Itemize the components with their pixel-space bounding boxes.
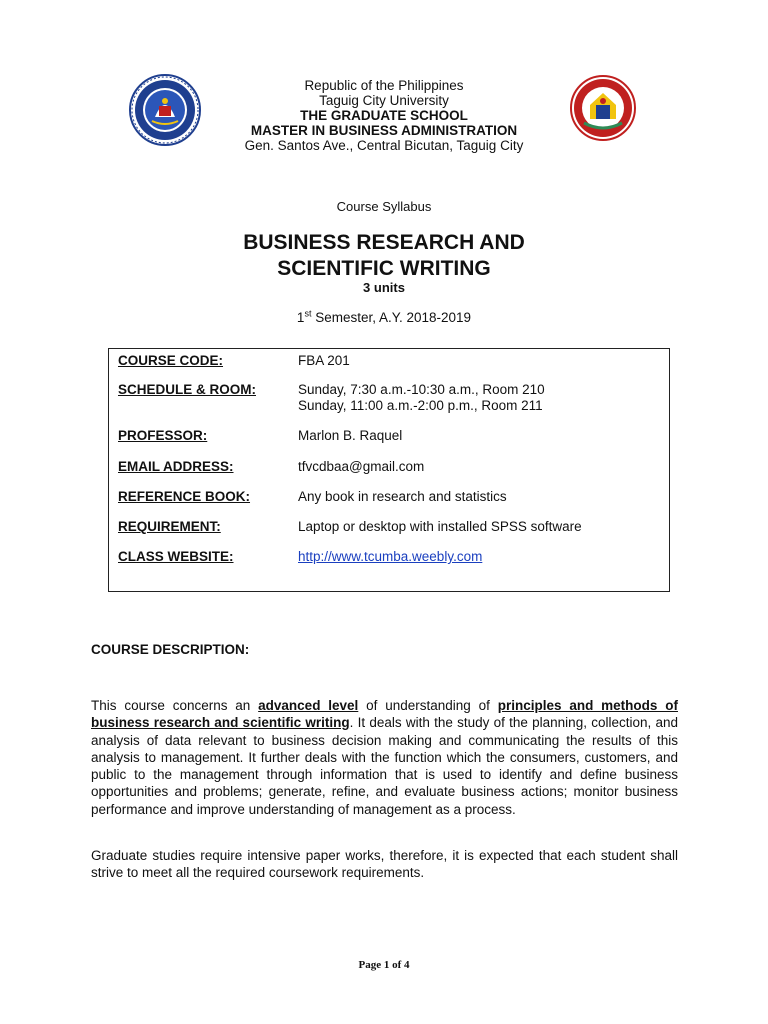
course-description-heading: COURSE DESCRIPTION: xyxy=(91,642,250,657)
schedule-value-1: Sunday, 7:30 a.m.-10:30 a.m., Room 210 xyxy=(298,382,545,397)
course-description-paragraph xyxy=(91,697,678,818)
course-title-line-1: BUSINESS RESEARCH AND xyxy=(243,231,525,254)
header-program: MASTER IN BUSINESS ADMINISTRATION xyxy=(250,123,518,138)
semester-ordinal: st xyxy=(304,308,312,319)
header-graduate-school: THE GRADUATE SCHOOL xyxy=(300,108,468,123)
semester-line xyxy=(0,310,768,325)
requirement-label: REQUIREMENT: xyxy=(118,519,221,534)
desc-text-1: This course concerns an xyxy=(91,698,259,713)
course-title-line-2: SCIENTIFIC WRITING xyxy=(277,257,491,280)
class-website-link[interactable]: http://www.tcumba.weebly.com xyxy=(298,549,483,564)
professor-value: Marlon B. Raquel xyxy=(298,428,403,443)
semester-text: Semester, A.Y. 2018-2019 xyxy=(311,310,472,325)
email-value: tfvcdbaa@gmail.com xyxy=(298,459,425,474)
course-units: 3 units xyxy=(363,280,405,295)
schedule-value-2: Sunday, 11:00 a.m.-2:00 p.m., Room 211 xyxy=(298,398,543,413)
website-label: CLASS WEBSITE: xyxy=(118,549,234,564)
header-university: Taguig City University xyxy=(319,93,449,108)
semester-number: 1 xyxy=(296,310,305,325)
course-code-label: COURSE CODE: xyxy=(118,353,224,368)
professor-label: PROFESSOR: xyxy=(118,428,208,443)
schedule-label: SCHEDULE & ROOM: xyxy=(118,382,256,397)
desc-emphasis-principles: principles and methods of business research and scientific writing xyxy=(91,698,678,731)
requirement-value: Laptop or desktop with installed SPSS software xyxy=(298,519,582,534)
course-title xyxy=(0,230,768,282)
reference-label: REFERENCE BOOK: xyxy=(118,489,251,504)
graduate-studies-paragraph: Graduate studies require intensive paper works, therefore, it is expected that each student shall strive to meet all the required coursework requirements. xyxy=(91,848,678,881)
reference-value: Any book in research and statistics xyxy=(298,489,507,504)
desc-text-3: . It deals with the study of the planning, collection, and analysis of data relevant to business decision making and communicating the results of this analysis to management. It further deals with the function which the consumers, customers, and public to the management through information that is used to identify and define business opportunities and problems; generate, refine, and evaluate business actions; monitor business performance and improve understanding of management as a process. xyxy=(91,715,678,817)
header-address: Gen. Santos Ave., Central Bicutan, Taguig City xyxy=(244,138,524,153)
document-type-label: Course Syllabus xyxy=(336,199,432,214)
email-label: EMAIL ADDRESS: xyxy=(118,459,234,474)
desc-text-2: of understanding of xyxy=(358,698,498,713)
page-number: Page 1 of 4 xyxy=(358,959,410,971)
course-code-value: FBA 201 xyxy=(298,353,350,368)
header-republic: Republic of the Philippines xyxy=(304,78,464,93)
course-info-box xyxy=(108,348,670,592)
document-header xyxy=(0,78,768,153)
desc-emphasis-advanced-level: advanced level xyxy=(258,698,359,713)
